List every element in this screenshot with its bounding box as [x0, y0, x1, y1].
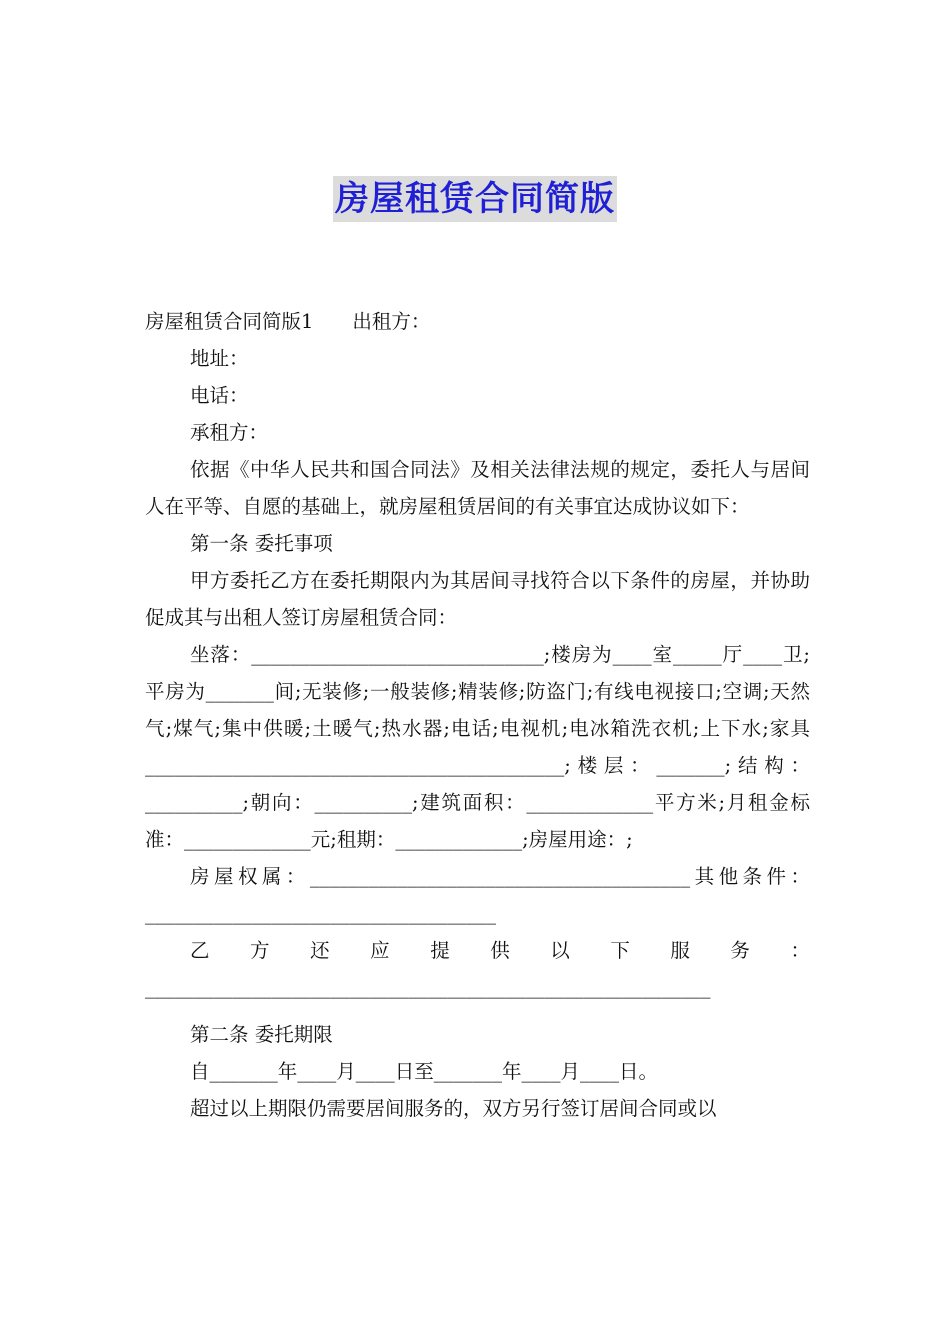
document-body [145, 303, 810, 1127]
extension-paragraph: 超过以上期限仍需要居间服务的，双方另行签订居间合同或以 [190, 1097, 717, 1120]
spacer [145, 1006, 810, 1016]
preamble-paragraph: 依据《中华人民共和国合同法》及相关法律法规的规定，委托人与居间人在平等、自愿的基础上，就房屋租赁居间的有关事宜达成协议如下： [145, 458, 810, 518]
article-2-heading: 第二条 委托期限 [190, 1023, 333, 1046]
lessee-line: 承租方： [190, 421, 269, 444]
intro-line: 房屋租赁合同简版1 出租方： [145, 310, 431, 333]
title-container [0, 176, 950, 222]
ownership-paragraph: 房屋权属：_______________________________________其他条件：____________________________________ [145, 865, 810, 925]
services-paragraph: 乙方还应提供以下服务：__________________________________________________________ [145, 939, 810, 999]
article-1-heading: 第一条 委托事项 [190, 532, 333, 555]
property-details-paragraph: 坐落：______________________________;楼房为____室_____厅____卫;平房为_______间;无装修;一般装修;精装修;防盗门;有线电视接口;空调;天然气;煤气;集中供暖;土暖气;热水器;电话;电视机;电冰箱洗衣机;上下水;家具___________________________________________;楼层：_______;结构：__________;朝向：__________;建筑面积：_____________平方米;月租金标准：_____________元;租期：_____________;房屋用途：; [145, 643, 810, 851]
phone-line: 电话： [190, 384, 249, 407]
term-dates-line: 自_______年____月____日至_______年____月____日。 [190, 1060, 659, 1083]
document-title: 房屋租赁合同简版 [333, 176, 617, 222]
address-line: 地址： [190, 347, 249, 370]
article-1-paragraph: 甲方委托乙方在委托期限内为其居间寻找符合以下条件的房屋，并协助促成其与出租人签订房屋租赁合同： [145, 569, 810, 629]
